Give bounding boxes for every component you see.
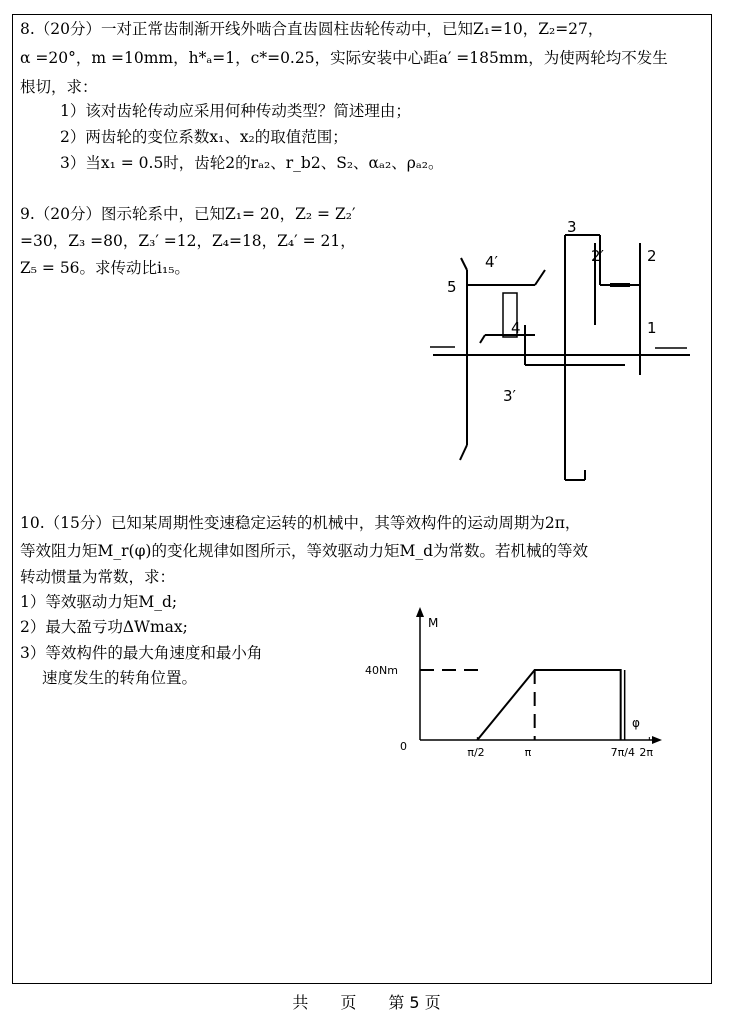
q8-line1: 8.（20分）一对正常齿制渐开线外啮合直齿圆柱齿轮传动中，已知Z₁=10，Z₂=27，	[20, 20, 604, 38]
q9-line3: Z₅ = 56。求传动比i₁₅。	[20, 259, 190, 277]
y-axis-arrow	[416, 607, 424, 617]
series-mr	[477, 670, 620, 740]
q10-line2: 等效阻力矩M_r(φ)的变化规律如图所示，等效驱动力矩M_d为常数。若机械的等效	[20, 542, 589, 560]
x-tick-label: π	[524, 746, 532, 759]
q8-item-3: 3）当x₁ = 0.5时，齿轮2的rₐ₂、r_b2、S₂、αₐ₂、ρₐ₂。	[60, 154, 444, 172]
q10-item-1: 1）等效驱动力矩M_d;	[20, 593, 178, 611]
q8-line3: 根切，求：	[20, 78, 98, 96]
page-footer: 共 页 第 5 页	[292, 993, 441, 1012]
label-g2: 2	[647, 247, 657, 265]
y-tick-label-zero: 0	[400, 740, 407, 753]
gear-train-diagram	[425, 215, 695, 490]
q10-line3: 转动惯量为常数，求：	[20, 568, 176, 586]
q9-line1: 9.（20分）图示轮系中，已知Z₁= 20，Z₂ = Z₂′	[20, 205, 356, 223]
q8-item-1: 1）该对齿轮传动应采用何种传动类型？简述理由；	[60, 102, 411, 120]
x-tick-label: 2π	[639, 746, 653, 759]
y-axis-label: M	[428, 616, 439, 630]
q10-item-3-cont: 速度发生的转角位置。	[42, 669, 198, 687]
label-g4: 4	[511, 319, 521, 337]
x-axis-label: φ	[632, 716, 640, 730]
label-g5: 5	[447, 278, 457, 296]
label-g3: 3	[567, 218, 577, 236]
x-axis-arrow	[652, 736, 662, 744]
label-g4p: 4′	[485, 253, 498, 271]
q10-line1: 10.（15分）已知某周期性变速稳定运转的机械中，其等效构件的运动周期为2π，	[20, 514, 581, 532]
label-g1: 1	[647, 319, 657, 337]
q10-item-3: 3）等效构件的最大角速度和最小角	[20, 644, 263, 662]
torque-chart	[360, 605, 665, 760]
q10-item-2: 2）最大盈亏功ΔWmax;	[20, 618, 188, 636]
y-tick-label-40: 40Nm	[365, 664, 398, 677]
x-tick-label: 7π/4	[610, 746, 635, 759]
label-g2p: 2′	[591, 247, 604, 265]
q9-line2: =30，Z₃ =80，Z₃′ =12，Z₄=18，Z₄′ = 21，	[20, 232, 356, 250]
x-tick-label: π/2	[467, 746, 485, 759]
q8-item-2: 2）两齿轮的变位系数x₁、x₂的取值范围；	[60, 128, 348, 146]
label-g3p: 3′	[503, 387, 516, 405]
q8-line2: α =20°，m =10mm，h*ₐ=1，c*=0.25，实际安装中心距a′ =185mm，为使两轮均不发生	[20, 49, 668, 67]
